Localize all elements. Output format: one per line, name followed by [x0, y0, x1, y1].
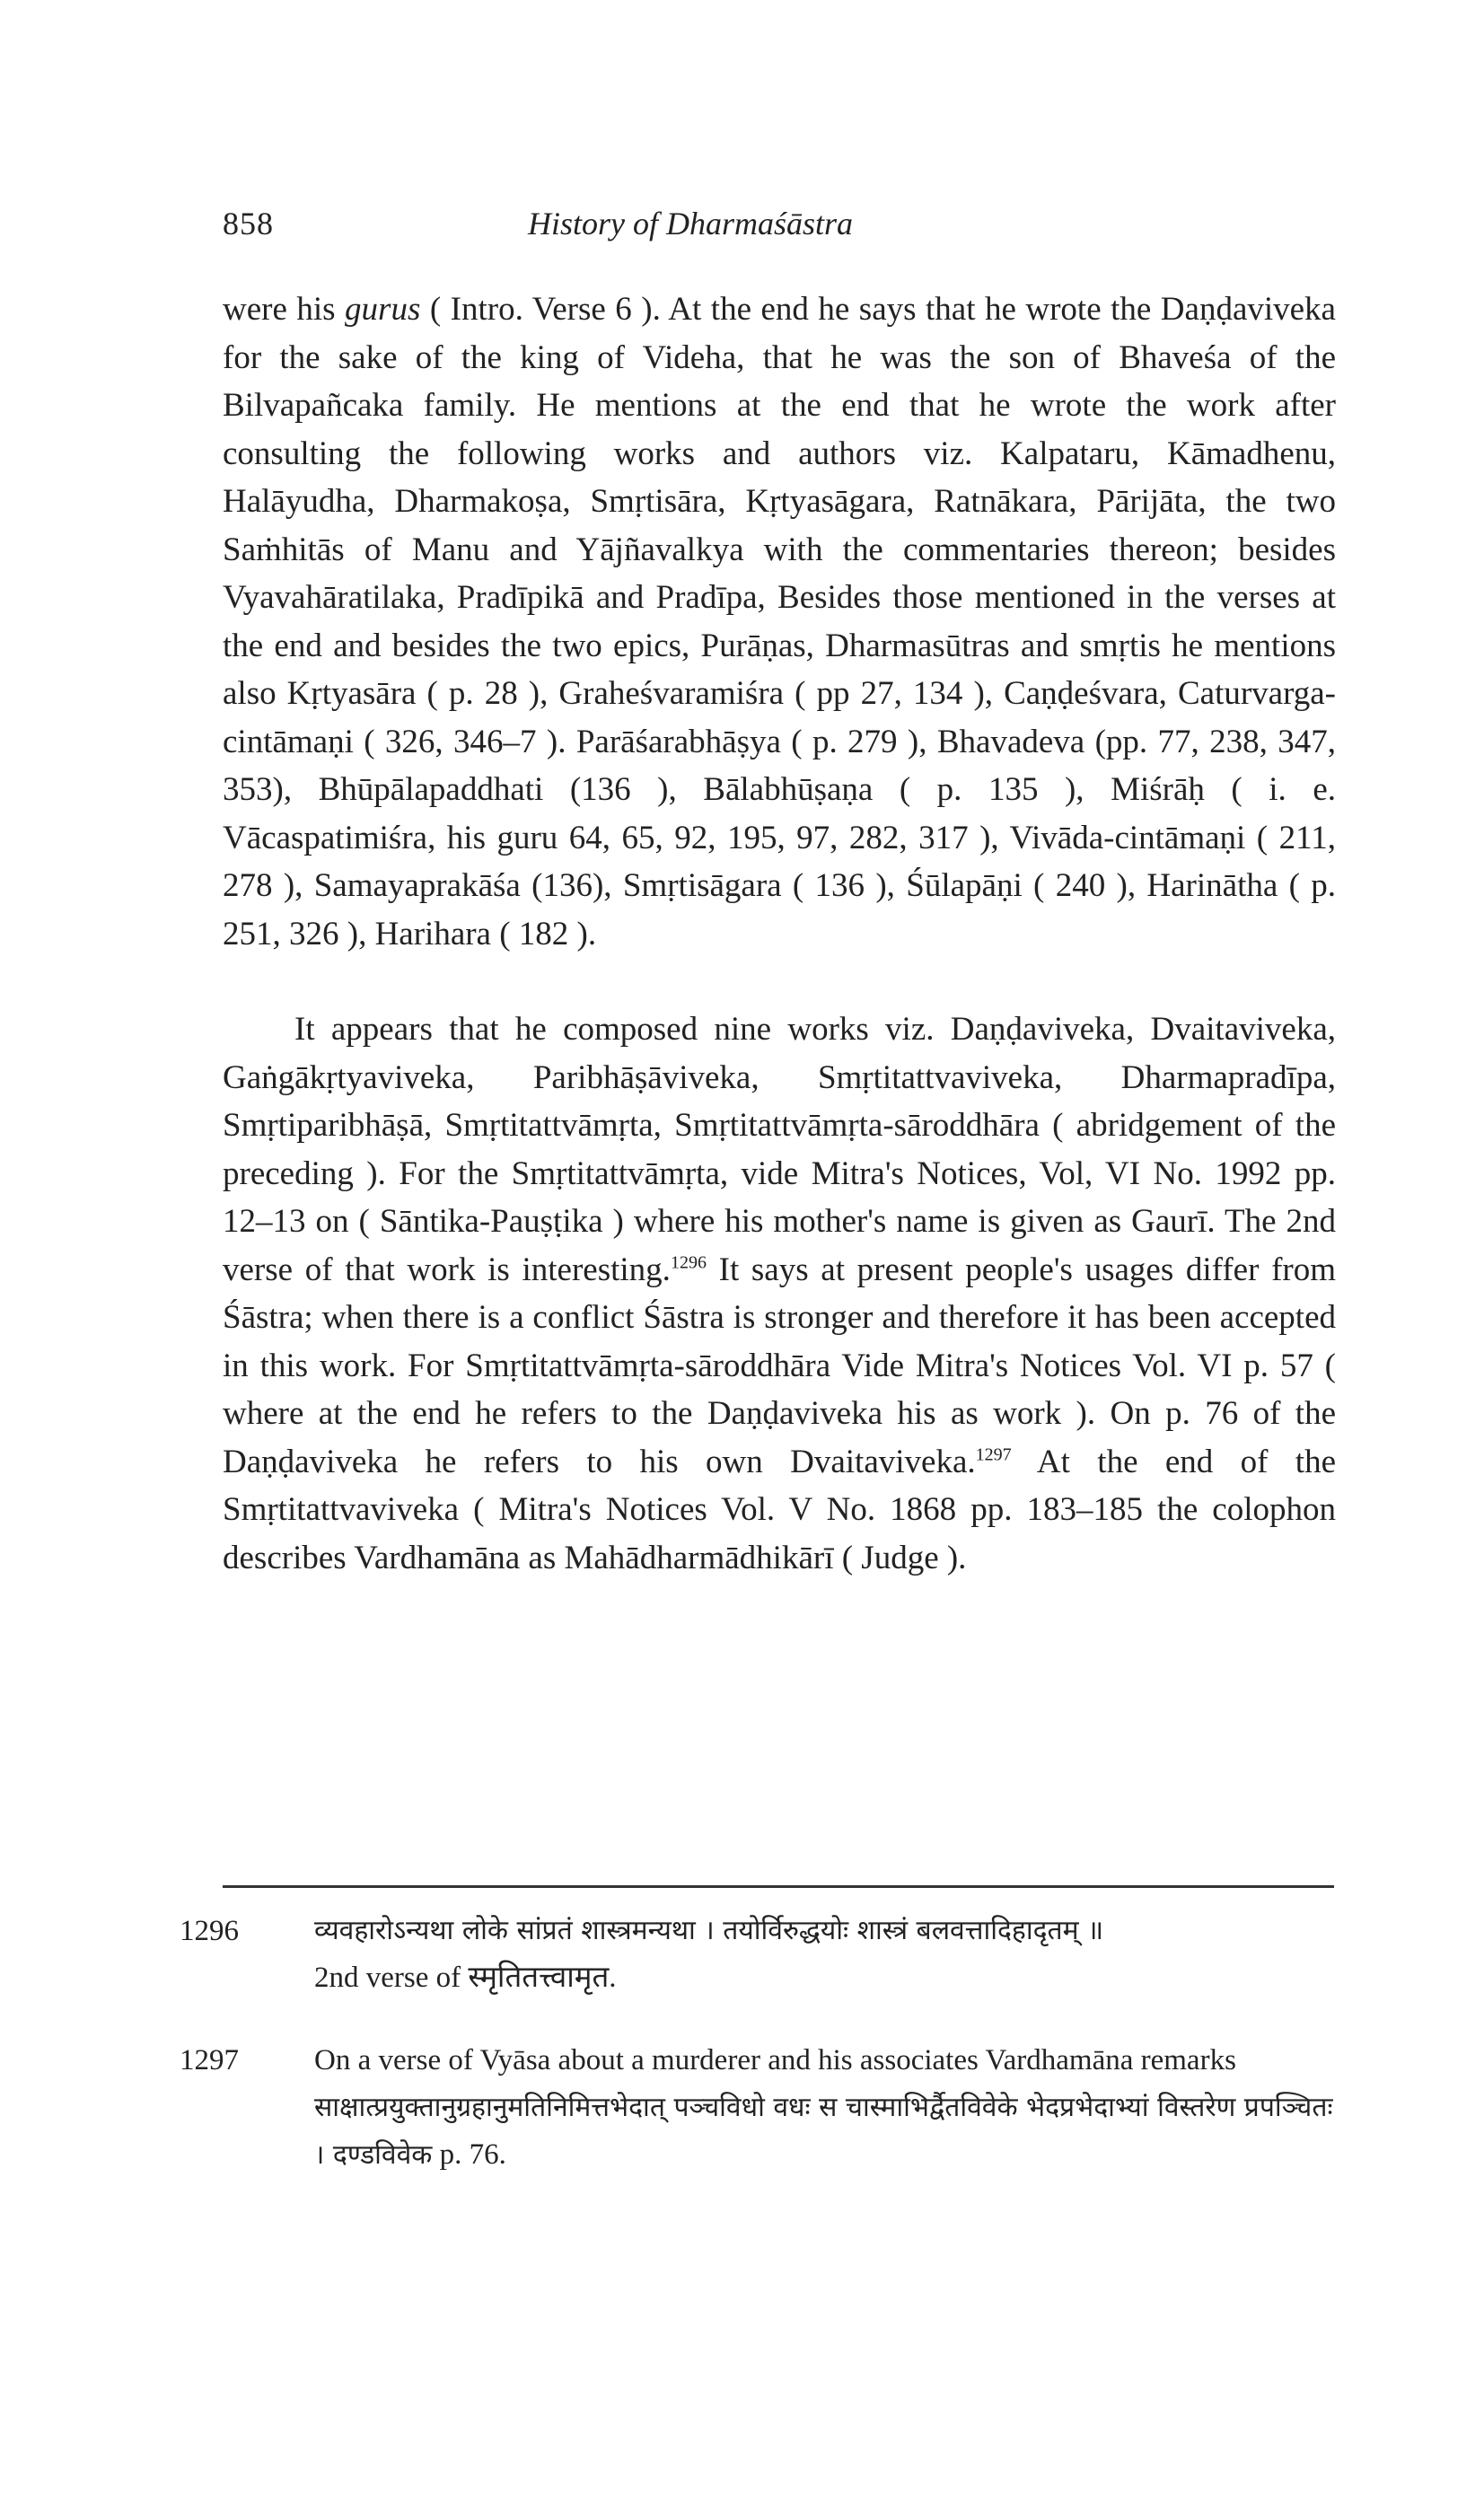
footnote-number: 1296 — [180, 1915, 239, 1947]
footnote-ref-1296[interactable]: 1296 — [670, 1252, 707, 1273]
footnote-devanagari: व्यवहारोऽन्यथा लोके सांप्रतं शास्त्रमन्यथा । तयोर्विरुद्धयोः शास्त्रं बलवत्तादिहादृतम् ॥ — [314, 1915, 1104, 1946]
paragraph-1 — [223, 285, 1336, 958]
gurus-term: gurus — [345, 291, 421, 328]
footnote-ref-1297[interactable]: 1297 — [975, 1444, 1012, 1465]
footnote-number: 1297 — [180, 2044, 239, 2076]
paragraph-2-text-a: It appears that he composed nine works viz. Daṇḍaviveka, Dvaitaviveka, Gaṅgākṛtyaviveka, Paribhāṣāviveka, Smṛtitattvaviveka, Dharmapradīpa, Smṛtiparibhāṣā, Smṛtitattvāmṛta, Smṛtitattvāmṛta-sāroddhāra ( abridgement of the preceding ). For the Smṛtitattvāmṛta, vide Mitra's Notices, Vol, VI No. 1992 pp. 12–13 on ( Sāntika-Pauṣṭika ) where his mother's name is given as Gaurī. The 2nd verse of that work is interesting. — [223, 1011, 1336, 1288]
footnote-english: 2nd verse of स्मृतितत्त्वामृत. — [314, 1962, 617, 1994]
footnote-text-b: p. 76. — [432, 2138, 506, 2171]
paragraph-1-text: ( Intro. Verse 6 ). At the end he says that he wrote the Daṇḍaviveka for the sake of the king of Videha, that he was the son of Bhaveśa of the Bilvapañcaka family. He mentions at the end that he wrote the work after consulting the following works and authors viz. Kalpataru, Kāmadhenu, Halāyudha, Dharmakoṣa, Smṛtisāra, Kṛtyasāgara, Ratnākara, Pārijāta, the two Saṁhitās of Manu and Yājñavalkya with the commentaries thereon; besides Vyavahāratilaka, Pradīpikā and Pradīpa, Besides those mentioned in the verses at the end and besides the two epics, Purāṇas, Dharmasūtras and smṛtis he mentions also Kṛtyasāra ( p. 28 ), Graheśvaramiśra ( pp 27, 134 ), Caṇḍeśvara, Caturvarga-cintāmaṇi ( 326, 346–7 ). Parāśarabhāṣya ( p. 279 ), Bhavadeva (pp. 77, 238, 347, 353), Bhūpālapaddhati (136 ), Bālabhūṣaṇa ( p. 135 ), Miśrāḥ ( i. e. Vācaspatimiśra, his guru 64, 65, 92, 195, 97, 282, 317 ), Vivāda-cintāmaṇi ( 211, 278 ), Samayaprakāśa (136), Smṛtisāgara ( 136 ), Śūlapāṇi ( 240 ), Harinātha ( p. 251, 326 ), Harihara ( 182 ). — [223, 291, 1336, 953]
footnote-text-a: On a verse of Vyāsa about a murderer and his associates Vardhamāna remarks — [314, 2044, 1236, 2076]
page-number: 858 — [223, 206, 274, 241]
footnotes — [180, 1908, 1338, 2215]
footnote-divider — [223, 1885, 1334, 1888]
footnote-1297 — [180, 2037, 1338, 2179]
footnote-devanagari: साक्षात्प्रयुक्तानुग्रहानुमतिनिमित्तभेदात् पञ्चविधो वधः स चास्माभिर्द्वैतविवेके भेदप्रभेदाभ्यां विस्तरेण प्रपञ्चितः । दण्डविवेक — [314, 2092, 1333, 2171]
page-header — [223, 205, 1336, 250]
paragraph-1-lead: were his — [223, 291, 346, 328]
running-title: History of Dharmaśāstra — [528, 206, 854, 241]
paragraph-2 — [223, 1005, 1336, 1582]
paragraph-2-text-b: It says at present people's usages differ from Śāstra; when there is a conflict Śāstra is stronger and therefore it has been accepted in this work. For Smṛtitattvāmṛta-sāroddhāra Vide Mitra's Notices Vol. VI p. 57 ( where at the end he refers to the Daṇḍaviveka his as work ). On p. 76 of the Daṇḍaviveka he refers to his own Dvaitaviveka. — [223, 1251, 1337, 1480]
paragraph-2-text-c: At the end of the Smṛtitattvaviveka ( Mitra's Notices Vol. V No. 1868 pp. 183–185 the colophon describes Vardhamāna as Mahādharmādhikārī ( Judge ). — [223, 1443, 1336, 1576]
footnote-1296 — [180, 1908, 1338, 2001]
footnote-body — [314, 2037, 1338, 2179]
main-text — [223, 285, 1336, 1582]
